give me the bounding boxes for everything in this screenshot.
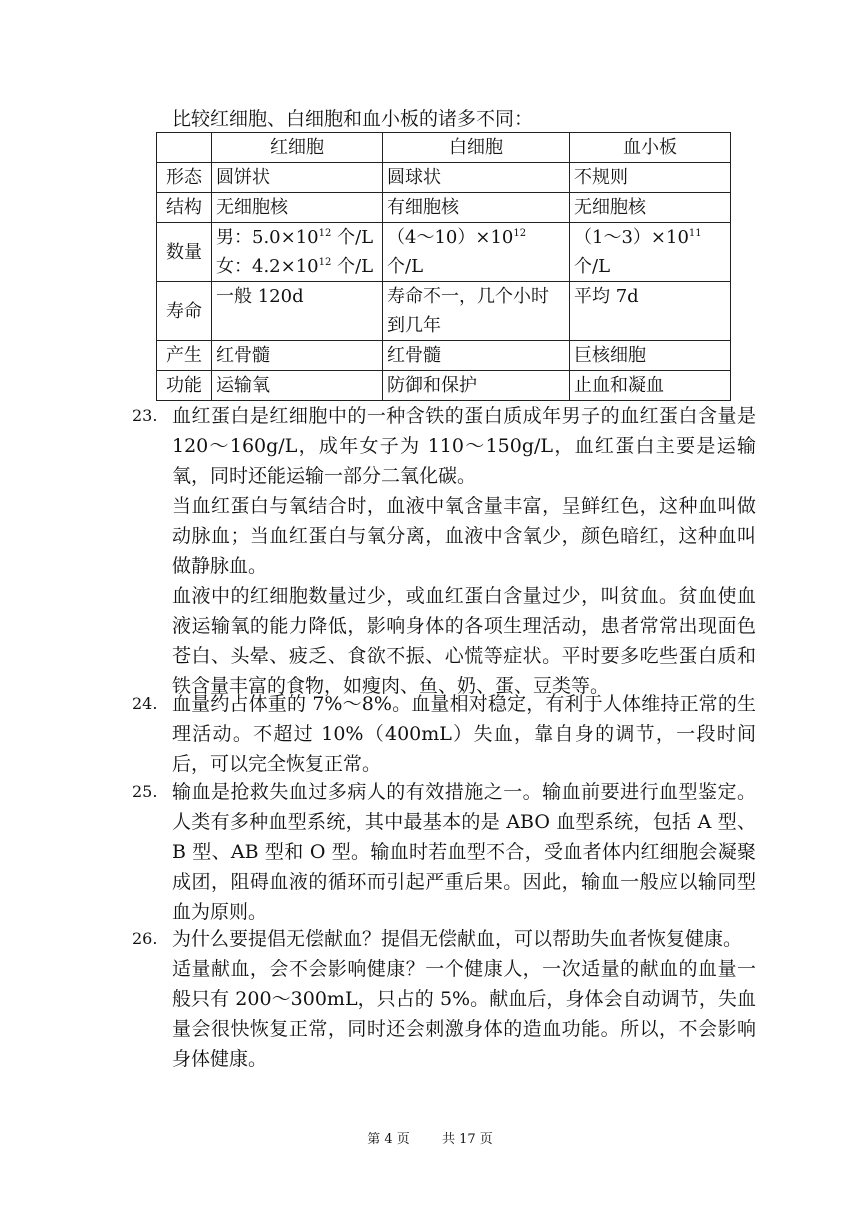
paragraph: 适量献血，会不会影响健康？一个健康人，一次适量的献血的血量一般只有 200～300mL，只占的 5%。献血后，身体会自动调节，失血量会很快恢复正常，同时还会刺激身体的造血功能。所以，不会影响身体健康。 <box>172 958 756 1070</box>
table-row-lifespan <box>157 282 731 341</box>
cell-rbc-count <box>212 223 383 282</box>
table-row-origin <box>157 341 731 371</box>
cell-platelet-count: $(1\sim 3)\times 10^{11}$ 个/L <box>570 223 731 282</box>
section-24 <box>132 689 756 779</box>
row-label-shape: 形态 <box>157 163 212 193</box>
cell-platelet-lifespan: 平均 7d <box>570 282 731 341</box>
section-number: 24. <box>132 694 158 713</box>
header-platelet: 血小板 <box>570 133 731 163</box>
paragraph: 为什么要提倡无偿献血？提倡无偿献血，可以帮助失血者恢复健康。 <box>172 928 743 950</box>
header-wbc: 白细胞 <box>383 133 570 163</box>
cell-wbc-lifespan: 寿命不一，几个小时到几年 <box>383 282 570 341</box>
paragraph: 血液中的红细胞数量过少，或血红蛋白含量过少，叫贫血。贫血使血液运输氧的能力降低，影响身体的各项生理活动，患者常常出现面色苍白、头晕、疲乏、食欲不振、心慌等症状。平时要多吃些蛋白质和铁含量丰富的食物，如瘦肉、鱼、奶、蛋、豆类等。 <box>172 585 756 697</box>
cell-wbc-structure: 有细胞核 <box>383 193 570 223</box>
page-total: 共 17 页 <box>441 1132 493 1147</box>
header-empty <box>157 133 212 163</box>
section-23 <box>132 401 756 701</box>
table-caption: 比较红细胞、白细胞和血小板的诸多不同： <box>172 108 534 130</box>
table-row-function <box>157 371 731 401</box>
row-label-origin: 产生 <box>157 341 212 371</box>
paragraph: 血量约占体重的 7%～8%。血量相对稳定，有利于人体维持正常的生理活动。不超过 10%（400mL）失血，靠自身的调节，一段时间后，可以完全恢复正常。 <box>172 693 756 775</box>
header-rbc: 红细胞 <box>212 133 383 163</box>
section-number: 26. <box>132 929 158 948</box>
cell-wbc-shape: 圆球状 <box>383 163 570 193</box>
cell-rbc-shape: 圆饼状 <box>212 163 383 193</box>
cell-wbc-origin: 红骨髓 <box>383 341 570 371</box>
table-row-shape <box>157 163 731 193</box>
row-label-structure: 结构 <box>157 193 212 223</box>
section-number: 23. <box>132 406 158 425</box>
cell-rbc-function: 运输氧 <box>212 371 383 401</box>
table-row-count <box>157 223 731 282</box>
row-label-function: 功能 <box>157 371 212 401</box>
cell-rbc-lifespan: 一般 120d <box>212 282 383 341</box>
cell-rbc-structure: 无细胞核 <box>212 193 383 223</box>
table-header-row <box>157 133 731 163</box>
blood-cell-comparison-table <box>156 132 731 401</box>
row-label-lifespan: 寿命 <box>157 282 212 341</box>
cell-platelet-structure: 无细胞核 <box>570 193 731 223</box>
section-25 <box>132 777 756 927</box>
page-number: 第 4 页 <box>367 1132 410 1147</box>
section-26 <box>132 924 756 1074</box>
paragraph: 血红蛋白是红细胞中的一种含铁的蛋白质成年男子的血红蛋白含量是 120～160g/L，成年女子为 110～150g/L，血红蛋白主要是运输氧，同时还能运输一部分二氧化碳。 <box>172 405 756 487</box>
table-row-structure <box>157 193 731 223</box>
cell-platelet-function: 止血和凝血 <box>570 371 731 401</box>
paragraph: 输血是抢救失血过多病人的有效措施之一。输血前要进行血型鉴定。人类有多种血型系统，其中最基本的是 ABO 血型系统，包括 A 型、B 型、AB 型和 O 型。输血时若血型不合，受血者体内红细胞会凝聚成团，阻碍血液的循环而引起严重后果。因此，输血一般应以输同型血为原则。 <box>172 781 756 923</box>
row-label-count: 数量 <box>157 223 212 282</box>
cell-wbc-count: $(4\sim 10)\times 10^{12}$ 个/L <box>383 223 570 282</box>
rbc-count-female: 女：$4.2\times 10^{12}$ 个/L <box>216 256 374 277</box>
cell-platelet-origin: 巨核细胞 <box>570 341 731 371</box>
cell-platelet-shape: 不规则 <box>570 163 731 193</box>
cell-wbc-function: 防御和保护 <box>383 371 570 401</box>
section-number: 25. <box>132 782 158 801</box>
page-footer <box>0 1128 860 1147</box>
paragraph: 当血红蛋白与氧结合时，血液中氧含量丰富，呈鲜红色，这种血叫做动脉血；当血红蛋白与氧分离，血液中含氧少，颜色暗红，这种血叫做静脉血。 <box>172 495 756 577</box>
rbc-count-male: 男：$5.0\times 10^{12}$ 个/L <box>216 227 374 248</box>
cell-rbc-origin: 红骨髓 <box>212 341 383 371</box>
